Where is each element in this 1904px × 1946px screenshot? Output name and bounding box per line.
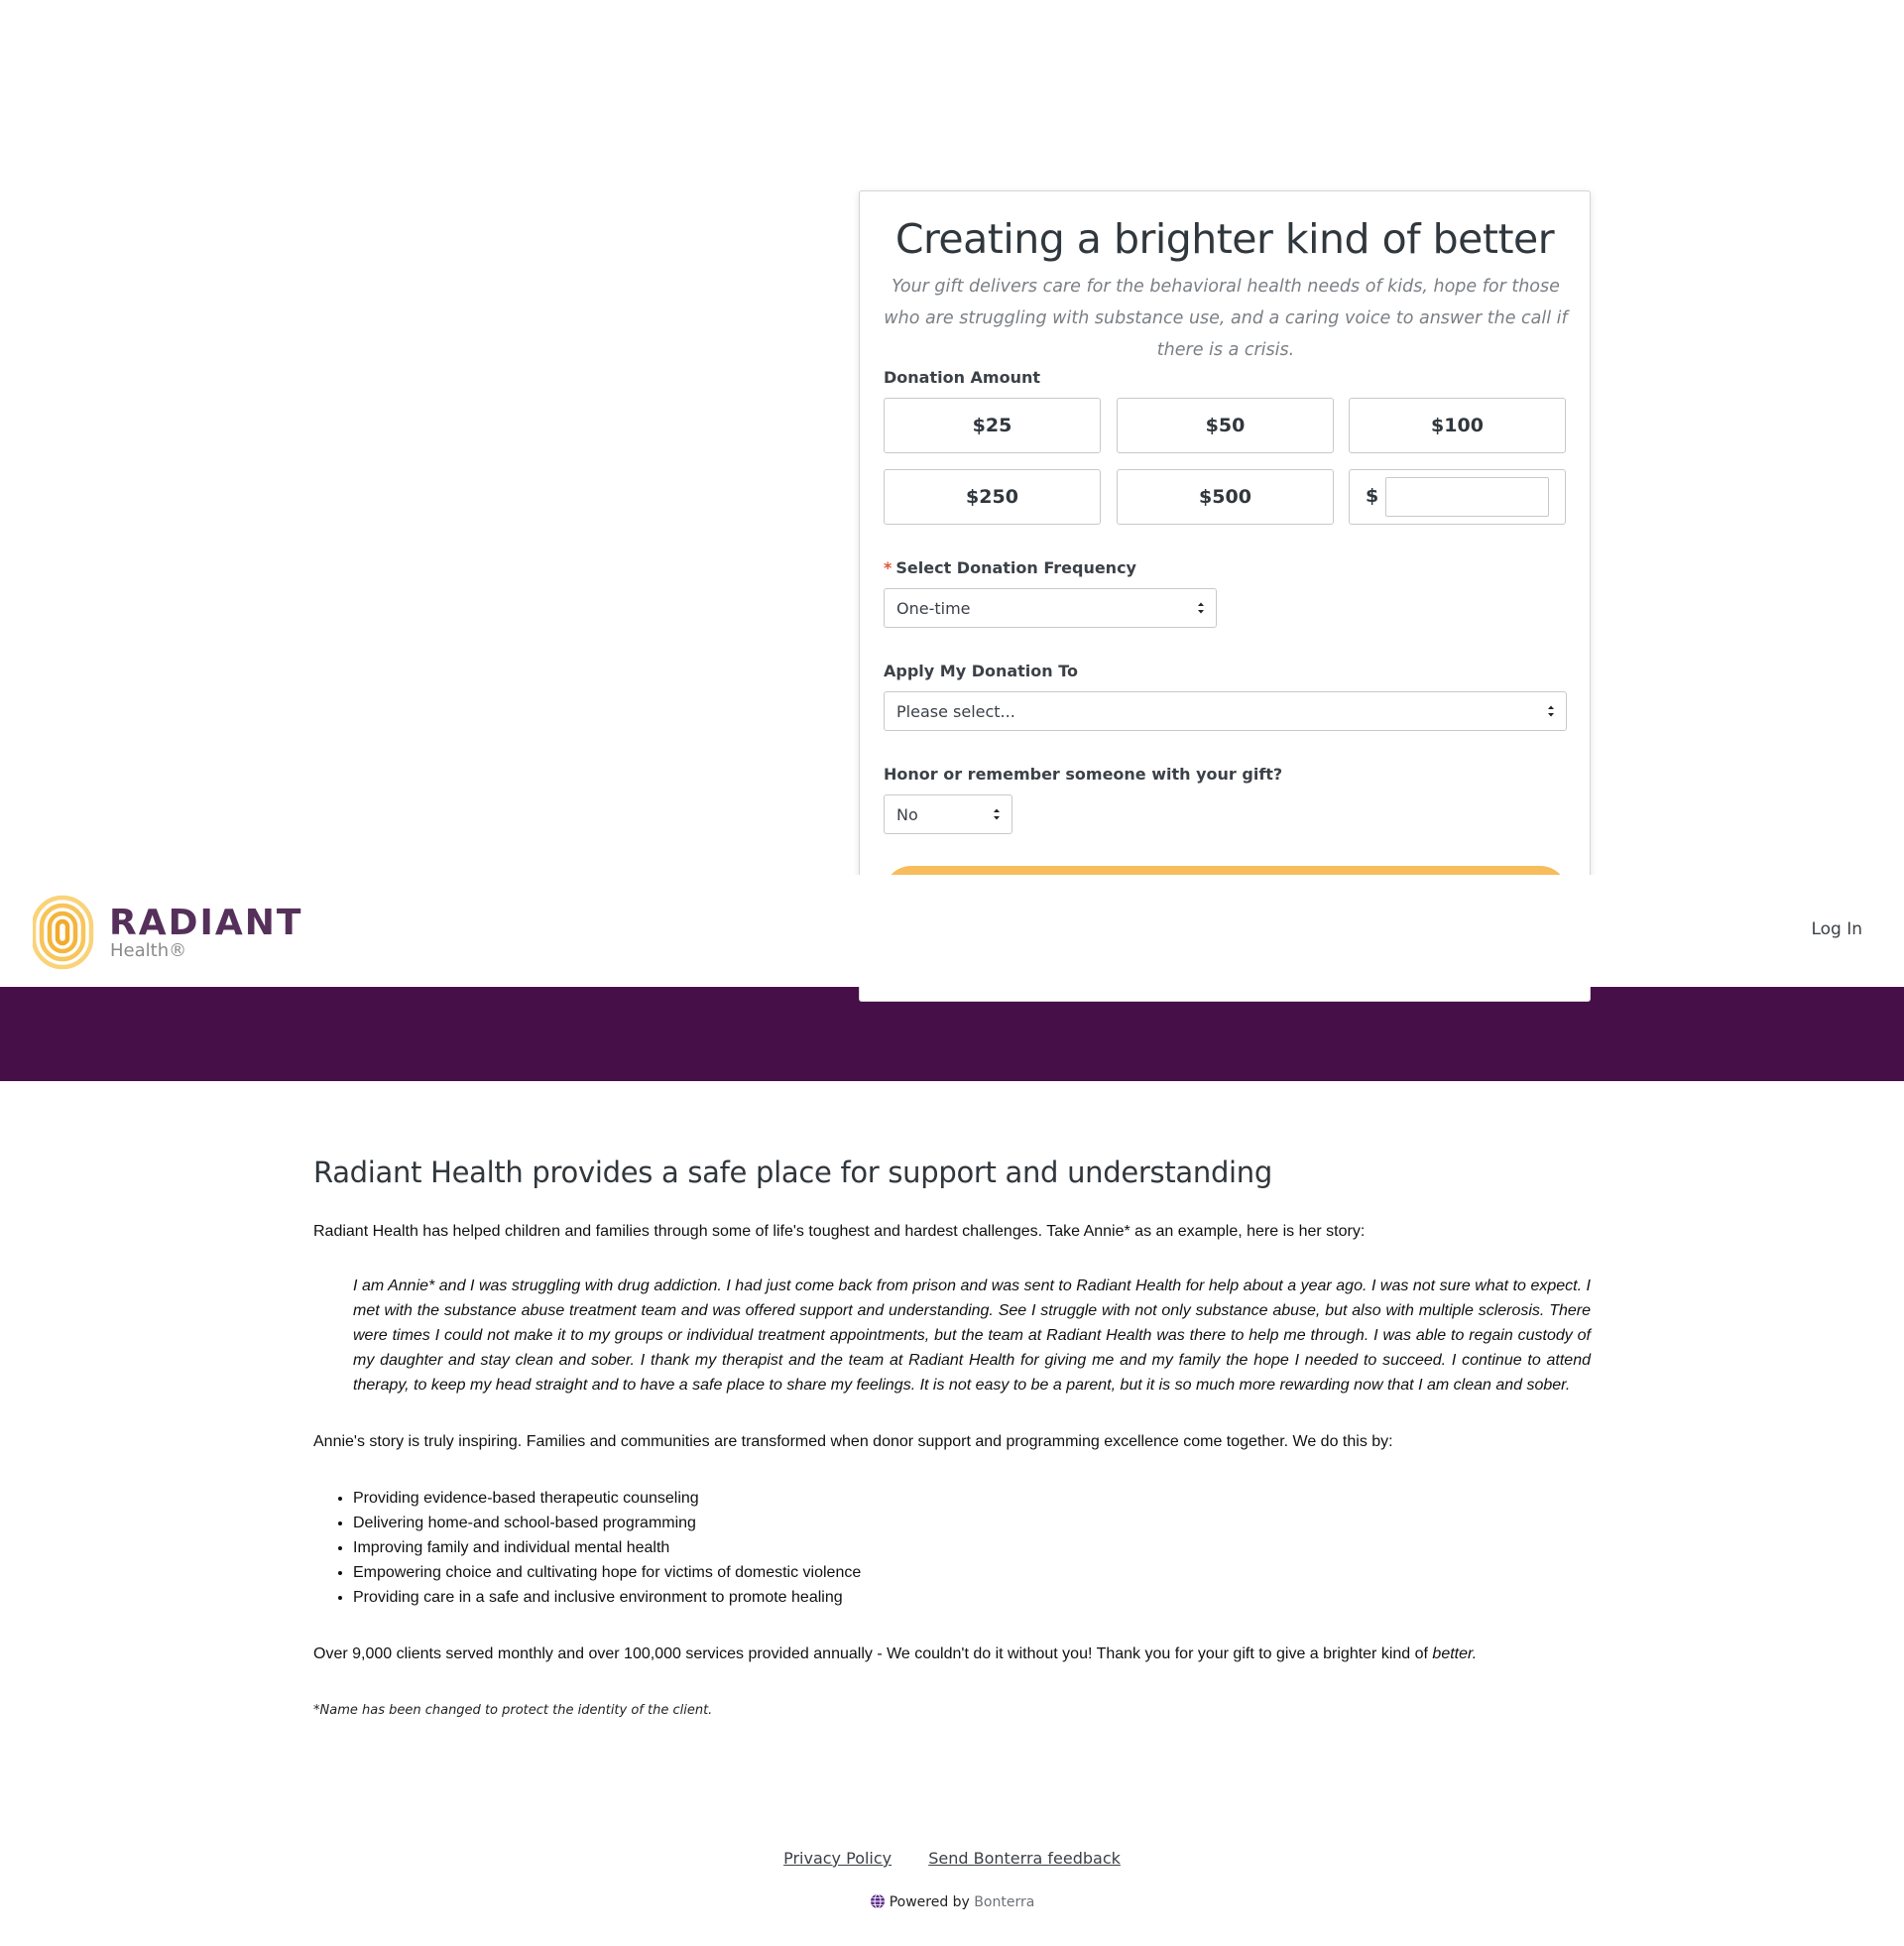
frequency-label-text: Select Donation Frequency	[895, 558, 1136, 577]
currency-symbol: $	[1366, 485, 1379, 507]
apply-donation-label: Apply My Donation To	[884, 662, 1079, 680]
list-item: • Providing evidence-based therapeutic counseling	[353, 1486, 1591, 1511]
frequency-select[interactable]	[884, 588, 1217, 628]
amount-50-button[interactable]: $50	[1117, 398, 1334, 453]
radiant-health-logo[interactable]	[33, 893, 310, 972]
impact-emphasis: better.	[1432, 1645, 1478, 1662]
list-item: • Improving family and individual mental health	[353, 1535, 1591, 1560]
select-arrows-icon	[1546, 701, 1556, 721]
svg-text:Health®: Health®	[110, 940, 187, 961]
amount-250-button[interactable]: $250	[884, 469, 1101, 525]
custom-amount-input[interactable]	[1385, 477, 1549, 517]
privacy-policy-link[interactable]: Privacy Policy	[783, 1849, 892, 1868]
impact-paragraph	[313, 1642, 1591, 1666]
custom-amount-box	[1349, 469, 1566, 525]
radiant-logo-icon	[33, 893, 310, 972]
list-item: • Providing care in a safe and inclusive environment to promote healing	[353, 1585, 1591, 1610]
donation-amount-label: Donation Amount	[884, 368, 1041, 387]
services-list	[353, 1486, 1591, 1610]
powered-by	[0, 1893, 1904, 1910]
send-feedback-link[interactable]: Send Bonterra feedback	[928, 1849, 1121, 1868]
honor-label: Honor or remember someone with your gift?	[884, 765, 1283, 784]
list-item: • Delivering home-and school-based programming	[353, 1511, 1591, 1535]
footnote: *Name has been changed to protect the identity of the client.	[313, 1703, 713, 1718]
select-arrows-icon	[1196, 598, 1206, 618]
story-intro: Radiant Health has helped children and families through some of life's toughest and hardest challenges. Take Annie* as an example, here is her story:	[313, 1223, 1366, 1240]
globe-icon	[870, 1893, 886, 1909]
impact-text: Over 9,000 clients served monthly and over 100,000 services provided annually - We couldn't do it without you! Thank you for your gift to give a brighter kind of	[313, 1645, 1433, 1662]
story-heading: Radiant Health provides a safe place for support and understanding	[313, 1155, 1272, 1189]
select-arrows-icon	[992, 804, 1002, 824]
login-link[interactable]: Log In	[1811, 919, 1862, 939]
annie-quote: I am Annie* and I was struggling with drug addiction. I had just come back from prison and was sent to Radiant Health for help about a year ago. I was not sure what to expect. I met with the substance abuse treatment team and was offered support and understanding. See I struggle with not only substance abuse, but also with multiple sclerosis. There were times I could not make it to my groups or individual treatment appointments, but the team at Radiant Health was there to help me through. I was able to regain custody of my daughter and stay clean and sober. I thank my therapist and the team at Radiant Health for giving me and my family the hope I needed to succeed. I continue to attend therapy, to keep my head straight and to have a safe place to share my feelings. It is not easy to be a parent, but it is so much more rewarding now that I am clean and sober.	[353, 1277, 1591, 1394]
card-subtitle: Your gift delivers care for the behavioral health needs of kids, hope for those who are struggling with substance use, and a caring voice to answer the call if there is a crisis.	[884, 277, 1568, 360]
story-section	[313, 1155, 1591, 1723]
site-header	[0, 875, 1904, 987]
amount-100-button[interactable]: $100	[1349, 398, 1566, 453]
svg-text:RADIANT: RADIANT	[109, 903, 303, 943]
apply-donation-select-value: Please select...	[896, 701, 1015, 721]
required-mark: *	[884, 558, 892, 577]
donation-card-bottom	[859, 987, 1591, 1002]
footer-links	[0, 1849, 1904, 1868]
story-paragraph: Annie's story is truly inspiring. Families and communities are transformed when donor support and programming excellence come together. We do this by:	[313, 1433, 1393, 1450]
amount-500-button[interactable]: $500	[1117, 469, 1334, 525]
frequency-label	[884, 558, 1136, 577]
card-title: Creating a brighter kind of better	[894, 215, 1555, 263]
honor-select-value: No	[896, 804, 918, 824]
bonterra-link[interactable]: Bonterra	[974, 1894, 1035, 1910]
list-item: • Empowering choice and cultivating hope for victims of domestic violence	[353, 1560, 1591, 1585]
frequency-select-value: One-time	[896, 598, 971, 618]
apply-donation-select[interactable]	[884, 691, 1567, 731]
powered-prefix: Powered by	[889, 1894, 970, 1910]
honor-select[interactable]	[884, 794, 1012, 834]
amount-25-button[interactable]: $25	[884, 398, 1101, 453]
